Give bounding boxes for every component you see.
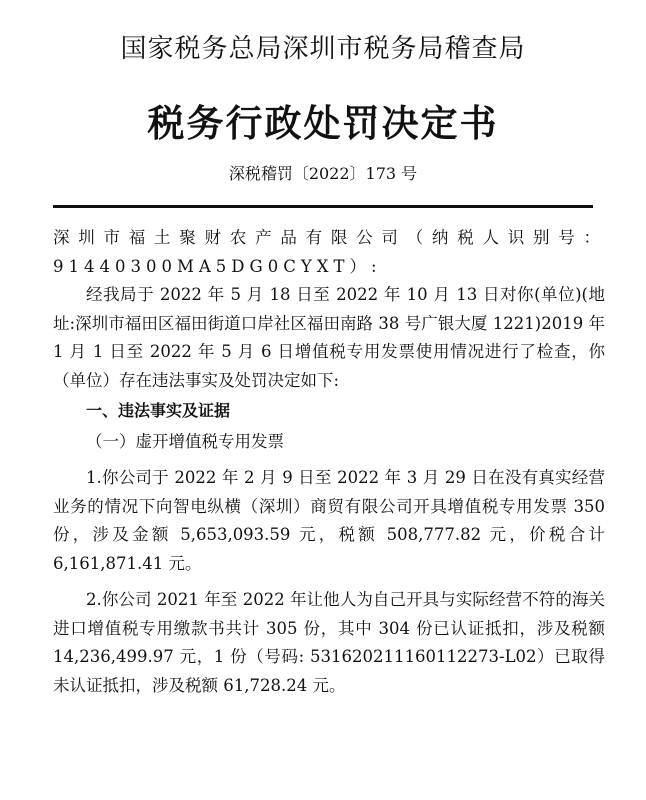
document-title: 税务行政处罚决定书: [147, 101, 499, 145]
violation-item-2: 2.你公司 2021 年至 2022 年让他人为自己开具与实际经营不符的海关进口增值税专用缴款书共计 305 份，其中 304 份已认证抵扣，涉及税额 14,236,499.97 元，1 份（号码: 531620211160112273-L02）已取得未认证抵扣，涉及税额 61,728.24 元。: [53, 590, 605, 695]
document-body: [53, 224, 605, 700]
section-heading-violations: 一、违法事实及证据: [86, 401, 231, 420]
header-divider: [53, 205, 593, 208]
issuing-authority: 国家税务总局深圳市税务局稽查局: [120, 34, 526, 64]
addressee: 深圳市福土聚财农产品有限公司（纳税人识别号：91440300MA5DG0CYXT）:: [53, 228, 605, 276]
violation-item-1: 1.你公司于 2022 年 2 月 9 日至 2022 年 3 月 29 日在没有真实经营业务的情况下向智电纵横（深圳）商贸有限公司开具增值税专用发票 350 份，涉及金额 5,653,093.59 元，税额 508,777.82 元，价税合计 6,161,871.41 元。: [53, 468, 605, 573]
document-number: 深税稽罚〔2022〕173 号: [228, 164, 418, 183]
subsection-heading-false-invoices: （一）虚开增值税专用发票: [86, 431, 284, 451]
intro-paragraph: 经我局于 2022 年 5 月 18 日至 2022 年 10 月 13 日对你(单位)(地址:深圳市福田区福田街道口岸社区福田南路 38 号广银大厦 1221)2019 年 1 月 1 日至 2022 年 5 月 6 日增值税专用发票使用情况进行了检查，你（单位）存在违法事实及处罚决定如下:: [53, 285, 605, 390]
